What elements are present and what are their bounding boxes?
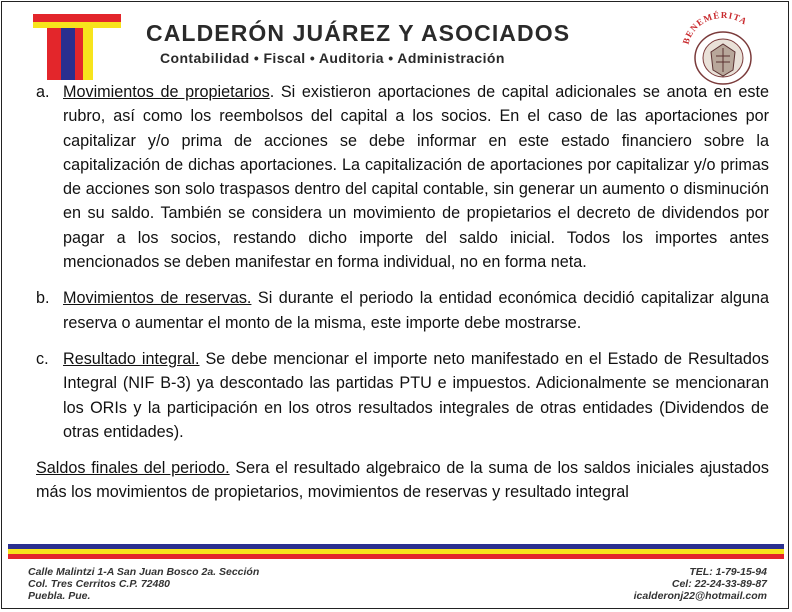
seal-text: BENEMÉRITA (680, 9, 750, 46)
item-text: Se debe mencionar el importe neto manifestado en el Estado de Resultados Integral (NIF B-3) ya descontado las partidas PTU e impuestos. Adicionalmente se mencionaran los ORIs y la participación en los otros resultados integrales de otras entidades (Dividendos de otras entidades). (63, 349, 769, 441)
item-title: Movimientos de propietarios (63, 83, 270, 101)
phone-number: TEL: 1-79-15-94 (689, 566, 767, 578)
list-item (36, 80, 769, 274)
footer-stripes (8, 544, 784, 559)
email-address[interactable]: icalderonj22@hotmail.com (633, 590, 767, 602)
document-body (36, 80, 769, 505)
item-title: Movimientos de reservas. (63, 289, 252, 308)
closing-text: Sera el resultado algebraico de la suma de los saldos iniciales ajustados más los movimientos de propietarios, movimientos de reservas y resultado integral (36, 459, 769, 502)
footer-contact (634, 566, 767, 602)
closing-paragraph (36, 456, 769, 505)
footer-address (28, 566, 259, 602)
item-title: Resultado integral. (63, 349, 200, 368)
closing-title: Saldos finales del periodo. (36, 459, 230, 478)
cell-number: Cel: 22-24-33-89-87 (671, 578, 767, 590)
item-text: Si durante el periodo la entidad económica decidió capitalizar alguna reserva o aumentar el monto de la misma, este importe debe mostrarse. (63, 289, 769, 332)
list-marker: c. (36, 349, 49, 368)
firm-logo-icon (33, 14, 123, 80)
university-seal-icon (678, 8, 768, 88)
firm-name: CALDERÓN JUÁREZ Y ASOCIADOS (146, 20, 571, 46)
list-marker: a. (36, 83, 50, 101)
item-text: Si existieron aportaciones de capital adicionales se anota en este rubro, así como los reembolsos del capital a los socios. En el caso de las aportaciones por capitalizar y/o prima de acciones se debe informar en este estado financiero sobre la capitalización de dichas aportaciones. La capitalización de aportaciones por capitalizar y/o primas de acciones son solo traspasos dentro del capital contable, sin generar un aumento o disminución en su saldo. También se considera un movimiento de propietarios el decreto de dividendos por pagar a los socios, restando dicho importe del saldo inicial. Todos los importes antes mencionados se deben manifestar en forma individual, no en forma neta. (63, 83, 769, 272)
list-item (36, 286, 769, 335)
item-title-punct: . (269, 83, 275, 101)
address-line: Calle Malintzi 1-A San Juan Bosco 2a. Sección (28, 566, 260, 578)
list-marker: b. (36, 289, 50, 308)
address-line: Puebla. Pue. (28, 590, 91, 602)
address-line: Col. Tres Cerritos C.P. 72480 (28, 578, 171, 590)
firm-tagline: Contabilidad • Fiscal • Auditoria • Administración (160, 50, 505, 66)
list-item (36, 347, 769, 444)
